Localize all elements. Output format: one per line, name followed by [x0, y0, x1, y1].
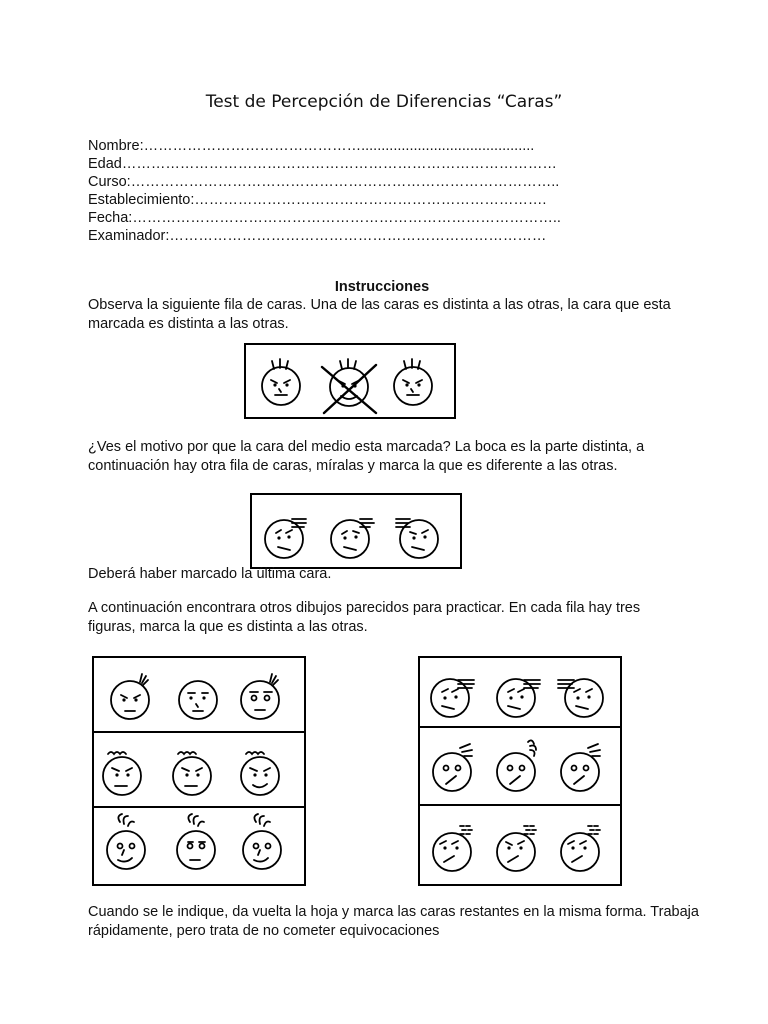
face-icon[interactable]	[558, 736, 612, 796]
instructions-paragraph-1: Observa la siguiente fila de caras. Una de las caras es distinta a las otras, la cara que esta marcada es distinta a las otras.	[88, 297, 671, 332]
instructions-heading: Instrucciones	[334, 279, 430, 295]
face-icon[interactable]	[100, 742, 150, 800]
face-icon[interactable]	[430, 736, 484, 796]
field-curso[interactable]: Curso:……………………………………………………………………………..	[88, 174, 560, 190]
field-establecimiento[interactable]: Establecimiento:……………………………………………………………….	[88, 192, 547, 208]
face-icon[interactable]	[170, 742, 220, 800]
practice-grid-left	[92, 656, 306, 886]
field-fecha[interactable]: Fecha:……………………………………………………………………………..	[88, 210, 561, 226]
face-icon[interactable]	[430, 816, 484, 876]
page-title: Test de Percepción de Diferencias “Caras”	[205, 92, 563, 112]
face-icon[interactable]	[326, 509, 378, 561]
face-icon[interactable]	[238, 666, 288, 726]
field-nombre[interactable]: Nombre:………………………………………...........................................	[88, 138, 535, 154]
instructions-paragraph-3: Deberá haber marcado la última cara.	[88, 566, 332, 582]
face-icon	[260, 353, 304, 411]
face-icon[interactable]	[558, 816, 612, 876]
practice-grid-right	[418, 656, 622, 886]
face-icon-crossed[interactable]	[320, 353, 380, 413]
field-edad[interactable]: Edad………………………………………………………………………………	[88, 156, 557, 172]
face-icon[interactable]	[176, 676, 226, 726]
instructions-paragraph-5: Cuando se le indique, da vuelta la hoja y marca las caras restantes en la misma forma. Trabaja rápidamente, pero trata de no cometer equivocaciones	[88, 904, 699, 939]
face-icon[interactable]	[102, 812, 156, 876]
face-icon[interactable]	[428, 672, 484, 722]
face-icon[interactable]	[494, 672, 550, 722]
field-examinador[interactable]: Examinador:……………………………………………………………………	[88, 228, 547, 244]
face-icon[interactable]	[262, 509, 314, 561]
face-icon[interactable]	[494, 736, 548, 796]
face-icon[interactable]	[392, 509, 444, 561]
face-icon[interactable]	[238, 742, 288, 800]
face-icon[interactable]	[554, 672, 610, 722]
face-icon[interactable]	[238, 812, 292, 876]
instructions-paragraph-4: A continuación encontrara otros dibujos parecidos para practicar. En cada fila hay tres figuras, marca la que es distinta a las otras.	[88, 600, 641, 635]
student-info-fields	[88, 137, 561, 245]
example-row-1	[244, 343, 456, 419]
instructions-paragraph-2: ¿Ves el motivo por que la cara del medio esta marcada? La boca es la parte distinta, a continuación hay otra fila de caras, míralas y marca la que es diferente a las otras.	[88, 439, 645, 474]
face-icon	[392, 353, 436, 411]
example-row-2	[250, 493, 462, 569]
face-icon[interactable]	[108, 666, 158, 726]
face-icon[interactable]	[172, 812, 226, 876]
face-icon[interactable]	[494, 816, 548, 876]
